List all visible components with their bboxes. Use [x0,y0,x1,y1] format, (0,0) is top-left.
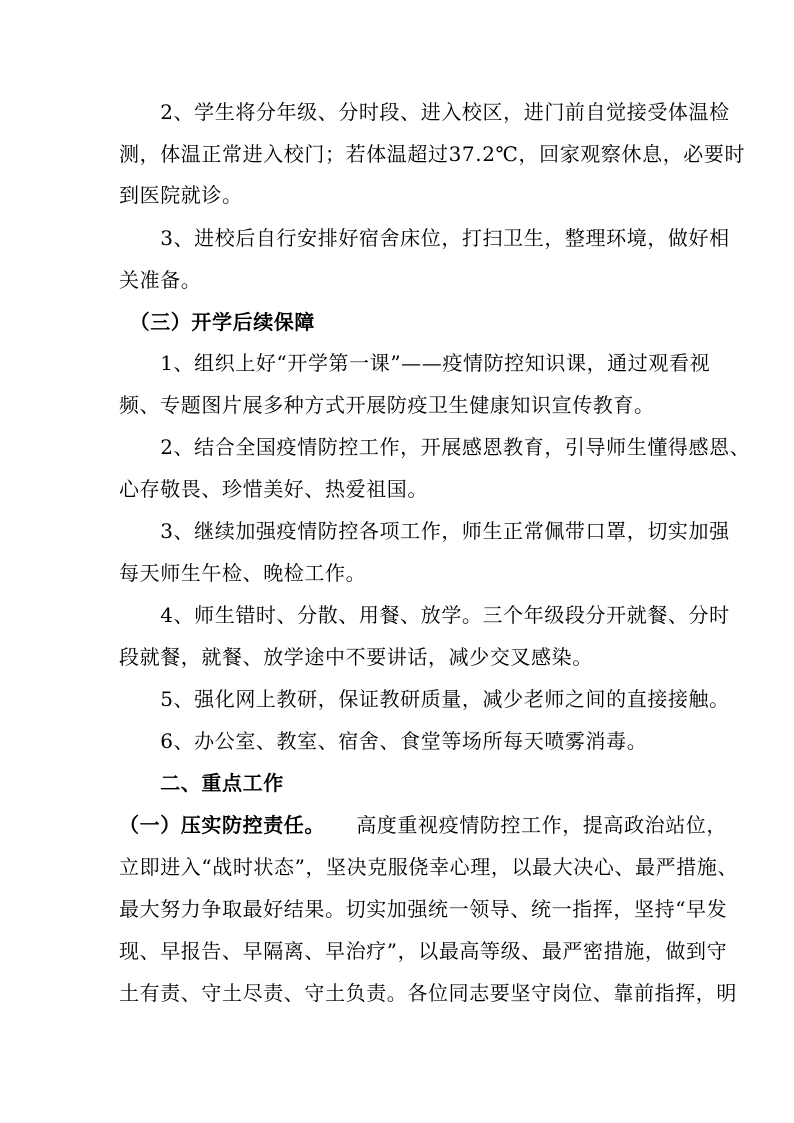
paragraph-line-11: 每天师生午检、晚检工作。 [119,561,367,585]
paragraph-line-12: 4、师生错时、分散、用餐、放学。三个年级段分开就餐、分时 [119,603,730,627]
inline-bold-heading: （一）压实防控责任。 [119,813,315,837]
major-heading: 二、重点工作 [119,771,284,795]
section-heading: （三）开学后续保障 [119,310,315,334]
paragraph-line-17: 立即进入“战时状态”，坚决克服侥幸心理，以最大决心、最严措施、 [119,855,739,879]
paragraph-line-13: 段就餐，就餐、放学途中不要讲话，减少交叉感染。 [119,645,593,669]
paragraph-line-18: 最大努力争取最好结果。切实加强统一领导、统一指挥，坚持“早发 [119,897,728,921]
paragraph-line-16 [119,813,727,837]
paragraph-line-20: 土有责、守土尽责、守土负责。各位同志要坚守岗位、靠前指挥，明 [119,981,737,1005]
paragraph-line-16-text: 高度重视疫情防控工作，提高政治站位， [315,813,727,837]
paragraph-line-2: 测，体温正常进入校门；若体温超过37.2℃，回家观察休息，必要时 [119,142,746,166]
paragraph-line-9: 心存敬畏、珍惜美好、热爱祖国。 [119,477,428,501]
paragraph-line-3: 到医院就诊。 [119,183,243,207]
paragraph-line-6: 1、组织上好“开学第一课”——疫情防控知识课，通过观看视 [119,351,711,375]
paragraph-line-7: 频、专题图片展多种方式开展防疫卫生健康知识宣传教育。 [119,393,655,417]
paragraph-line-1: 2、学生将分年级、分时段、进入校区，进门前自觉接受体温检 [119,100,730,124]
paragraph-line-8: 2、结合全国疫情防控工作，开展感恩教育，引导师生懂得感恩、 [119,435,751,459]
paragraph-line-14: 5、强化网上教研，保证教研质量，减少老师之间的直接接触。 [119,687,730,711]
paragraph-line-4: 3、进校后自行安排好宿舍床位，打扫卫生，整理环境，做好相 [119,226,730,250]
paragraph-line-5: 关准备。 [119,268,202,292]
paragraph-line-10: 3、继续加强疫情防控各项工作，师生正常佩带口罩，切实加强 [119,519,730,543]
paragraph-line-19: 现、早报告、早隔离、早治疗”，以最高等级、最严密措施，做到守 [119,939,728,963]
paragraph-line-15: 6、办公室、教室、宿舍、食堂等场所每天喷雾消毒。 [119,729,648,753]
